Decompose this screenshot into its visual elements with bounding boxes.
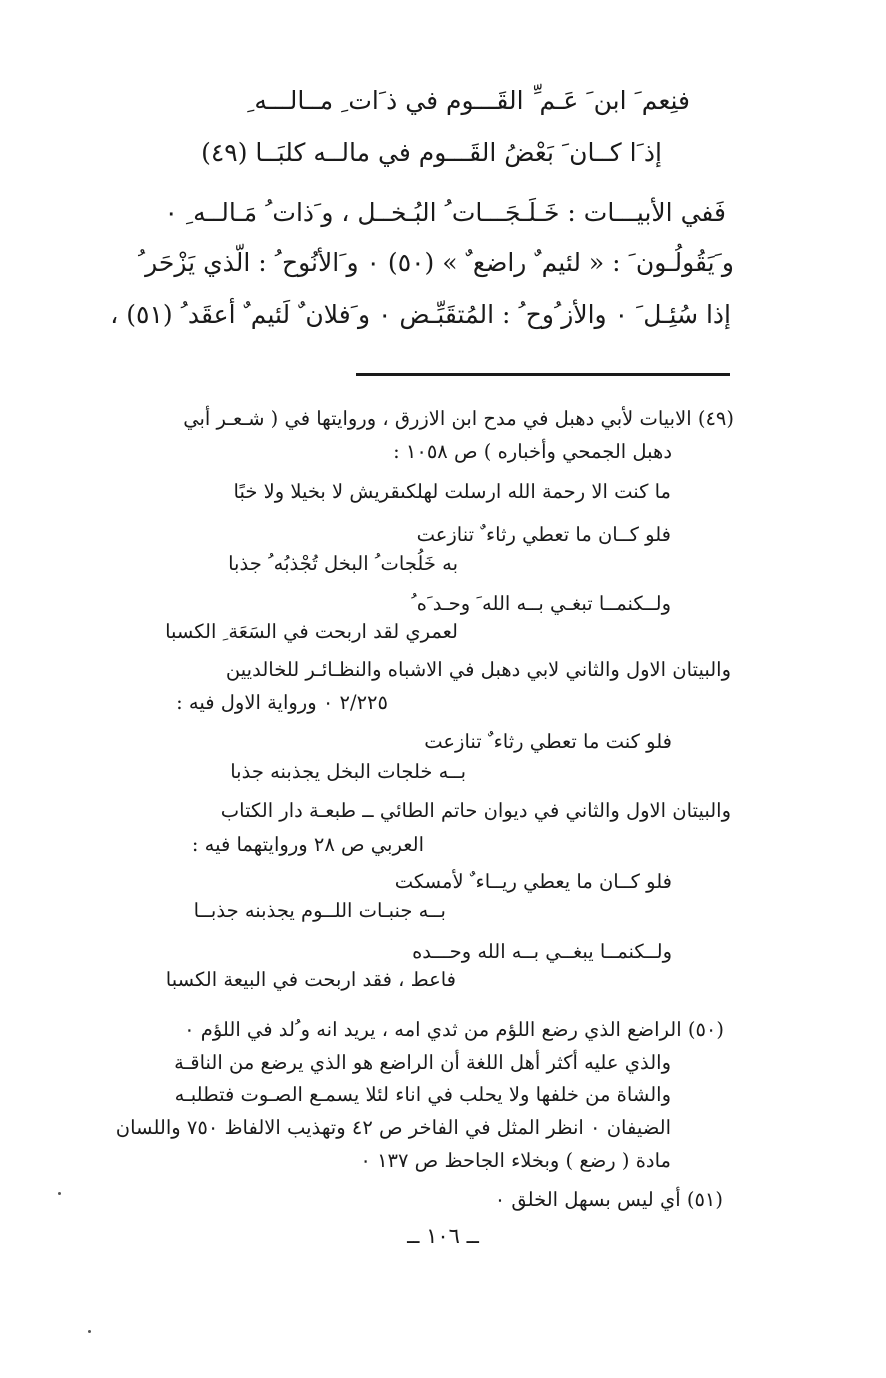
verse-line-1: فنِعم َ ابن َ عَـم ِّ القَـــوم في ذ َات ِ مــالـــه ِ xyxy=(247,86,690,115)
verse-line-3: فَفي الأبيـــات : خَـلَـجَـــات ُ البُـخــل ، و َذات ُ مَـالــه ِ ٠ xyxy=(164,198,726,227)
footnote-49-verse-1: ما كنت الا رحمة الله ارسلت لهلكىقريش لا بخيلا ولا خبًا xyxy=(233,480,671,503)
footnote-49-verse-4a: فلو كنت ما تعطي رثاء ٌ تنازعت xyxy=(424,730,672,753)
footnote-49-verse-4b: بــه خلجات البخل يجذبنه جذبا xyxy=(230,760,466,783)
footnote-separator-rule xyxy=(356,373,730,376)
footnote-49-verse-3b: لعمري لقد اربحت في السَعَة ِ الكسبا xyxy=(165,620,458,643)
footnote-49-line-6: العربي ص ٢٨ وروايتهما فيه : xyxy=(191,833,424,856)
footnote-50-line-4: الضيفان ٠ انظر المثل في الفاخر ص ٤٢ وتهذيب الالفاظ ٧٥٠ واللسان xyxy=(115,1116,671,1139)
page-number: ــ ١٠٦ ــ xyxy=(407,1224,479,1248)
footnote-49-line-1: (٤٩) الابيات لأبي دهبل في مدح ابن الازرق ، وروايتها في ( شـعـر أبي xyxy=(183,407,734,430)
footnote-51: (٥١) أي ليس بسهل الخلق ٠ xyxy=(494,1188,723,1211)
footnote-49-verse-3a: ولــكنمــا تبغـي بــه الله َ وحـد َه ُ xyxy=(411,592,671,615)
footnote-50-line-2: والذي عليه أكثر أهل اللغة أن الراضع هو الذي يرضع من الناقـة xyxy=(174,1051,671,1074)
verse-line-5: إذا سُئِـل َ ٠ والأز ُوح ُ : المُتقَبِّـض ٠ و َفلان ٌ لَئيم ٌ أعقَد ُ (٥١) ، xyxy=(110,300,731,329)
scan-speck xyxy=(58,1192,61,1195)
verse-line-2: إذ َا كــان َ بَعْضُ القَـــوم في مالــه كلبَــا (٤٩) xyxy=(201,138,662,167)
footnote-49-verse-2b: به خَلُجات ُ البخل تُجْذبُه ُ جذبا xyxy=(228,552,458,575)
footnote-49-verse-5a: فلو كــان ما يعطي ريــاء ٌ لأمسكت xyxy=(394,870,672,893)
footnote-49-line-2: دهبل الجمحي وأخباره ) ص ١٠٥٨ : xyxy=(393,440,672,463)
footnote-49-verse-6a: ولــكنمــا يبغــي بــه الله وحـــده xyxy=(412,940,672,963)
scan-speck xyxy=(88,1330,91,1333)
footnote-49-line-5: والبيتان الاول والثاني في ديوان حاتم الطائي ــ طبعـة دار الكتاب xyxy=(220,799,731,822)
footnote-49-verse-6b: فاعط ، فقد اربحت في البيعة الكسبا xyxy=(165,968,456,991)
footnote-50-line-1: (٥٠) الراضع الذي رضع اللؤم من ثدي امه ، يريد انه و ُلد في اللؤم ٠ xyxy=(184,1018,724,1041)
footnote-50-line-5: مادة ( رضع ) وبخلاء الجاحظ ص ١٣٧ ٠ xyxy=(360,1149,671,1172)
verse-line-4: و َيَقُولُـون َ : « لئيم ٌ راضع ٌ » (٥٠) ٠ و َالأنُوح ُ : الّذي يَزْحَر ُ xyxy=(137,248,734,277)
footnote-49-line-3: والبيتان الاول والثاني لابي دهبل في الاشباه والنظـائـر للخالديين xyxy=(225,658,731,681)
footnote-49-verse-2a: فلو كــان ما تعطي رثاء ٌ تنازعت xyxy=(416,523,671,546)
footnote-49-line-4: ٢/٢٢٥ ٠ ورواية الاول فيه : xyxy=(176,691,388,714)
footnote-49-verse-5b: بــه جنبـات اللــوم يجذبنه جذبــا xyxy=(193,899,446,922)
footnote-50-line-3: والشاة من خلفها ولا يحلب في اناء لئلا يسمـع الصـوت فتطلبـه xyxy=(174,1083,671,1106)
